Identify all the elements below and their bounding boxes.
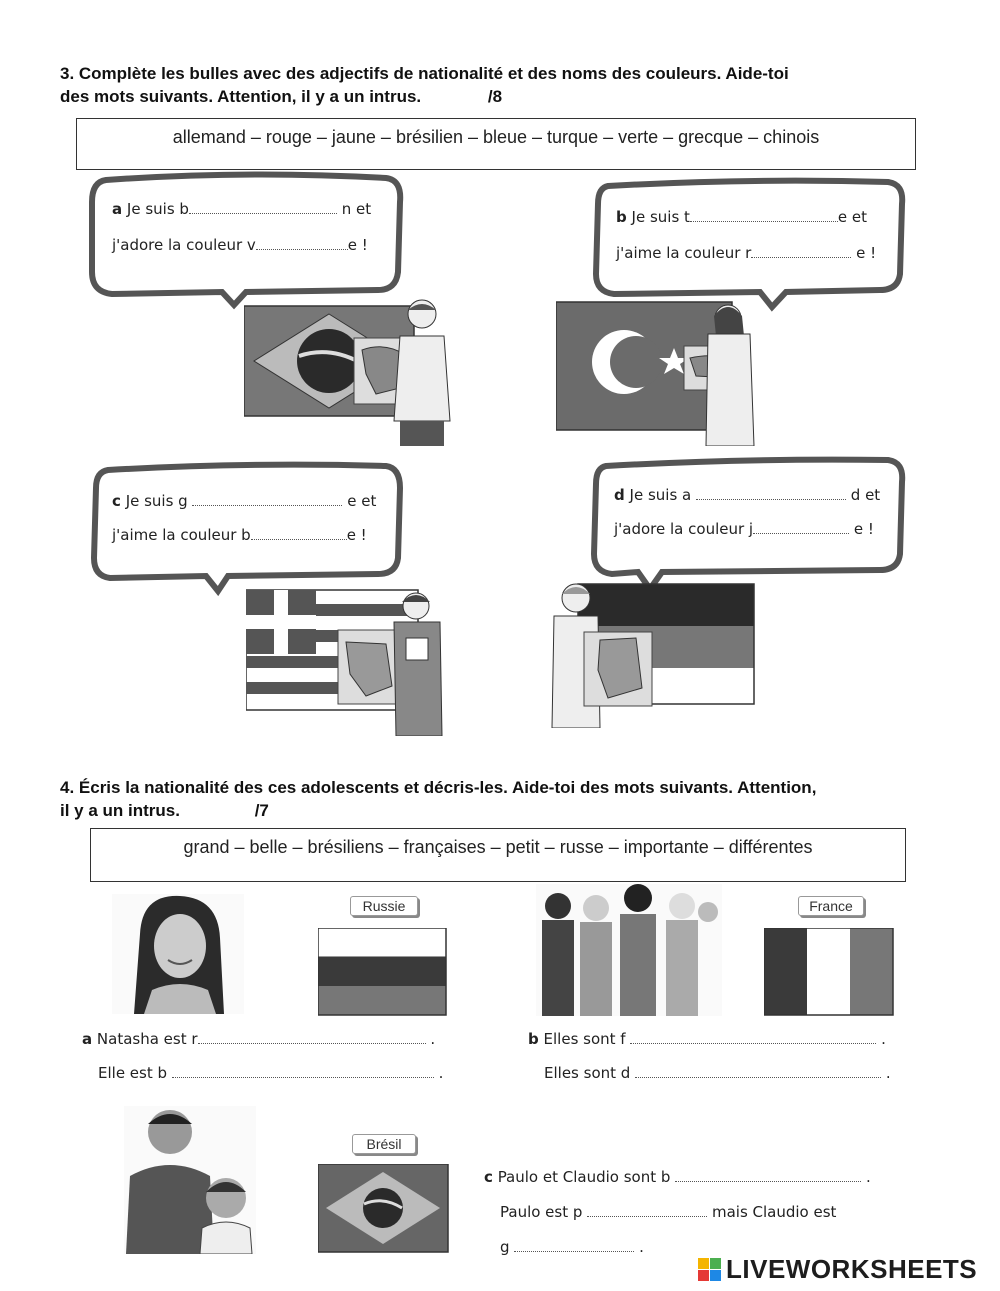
item-c-letter: c bbox=[484, 1168, 493, 1186]
bubble-a-line1 bbox=[112, 200, 371, 218]
item-a-dot1: . bbox=[430, 1030, 436, 1048]
bubble-d-line2 bbox=[614, 520, 874, 538]
item-c-line2b-text: mais Claudio est bbox=[711, 1203, 837, 1221]
natasha-portrait bbox=[112, 894, 244, 1014]
russia-flag bbox=[318, 928, 448, 1016]
bubble-b-blank2[interactable] bbox=[751, 246, 851, 258]
speech-bubble-c bbox=[88, 462, 406, 592]
bubble-c-blank2[interactable] bbox=[251, 528, 347, 540]
item-a-line1-text: Natasha est r bbox=[96, 1030, 198, 1048]
item-b-dot1: . bbox=[881, 1030, 886, 1048]
exercise-4-word-bank-text: grand – belle – brésiliens – françaises – petit – russe – importante – différentes bbox=[183, 837, 813, 857]
bubble-c-line1-end: e et bbox=[347, 492, 377, 510]
brazil-boys-portrait bbox=[124, 1106, 256, 1254]
item-c-line3 bbox=[500, 1238, 644, 1256]
france-flag-shape bbox=[764, 928, 894, 1016]
bubble-a-blank2[interactable] bbox=[256, 238, 348, 250]
bubble-c-line1-start: Je suis g bbox=[125, 492, 188, 510]
brazil-flag bbox=[318, 1164, 450, 1254]
exercise-3-word-bank-text: allemand – rouge – jaune – brésilien – bleue – turque – verte – grecque – chinois bbox=[172, 127, 820, 147]
bubble-b-line1-end: e et bbox=[837, 208, 868, 226]
bubble-b-line2 bbox=[616, 244, 876, 262]
item-c-line1-text: Paulo et Claudio sont b bbox=[497, 1168, 671, 1186]
photo-natasha bbox=[112, 894, 244, 1014]
bubble-d-line2-end: e ! bbox=[853, 520, 874, 538]
item-c-dot1: . bbox=[865, 1168, 871, 1186]
flag-label-france: France bbox=[798, 896, 864, 916]
bubble-c-line2-start: j'aime la couleur b bbox=[112, 526, 251, 544]
bubble-a-line1-start: Je suis b bbox=[126, 200, 189, 218]
liveworksheets-logo-graphic bbox=[698, 1258, 722, 1282]
photo-brazil-boys bbox=[124, 1106, 256, 1254]
liveworksheets-brand: LIVEWORKSHEETS bbox=[726, 1254, 978, 1284]
exercise-4-title bbox=[60, 776, 960, 822]
item-b-blank2[interactable] bbox=[635, 1066, 881, 1078]
flag-label-brazil: Brésil bbox=[352, 1134, 416, 1154]
exercise-4-title-line2 bbox=[60, 799, 960, 822]
bubble-d-blank2[interactable] bbox=[753, 522, 849, 534]
exercise-4-title-line1: 4. Écris la nationalité des ces adolescents et décris-les. Aide-toi des mots suivants. Attention, bbox=[60, 778, 817, 797]
item-c-blank1[interactable] bbox=[675, 1170, 861, 1182]
item-b-line2 bbox=[544, 1064, 891, 1082]
bubble-b-line1-start: Je suis t bbox=[631, 208, 690, 226]
greece-flag-illustration bbox=[246, 586, 446, 736]
item-c-dot3: . bbox=[639, 1238, 644, 1256]
exercise-3-title bbox=[60, 62, 960, 108]
exercise-4-word-bank bbox=[90, 828, 906, 882]
item-a-line2 bbox=[98, 1064, 443, 1082]
picture-germany-boy bbox=[548, 576, 760, 728]
brazil-flag-shape bbox=[318, 1164, 450, 1254]
speech-bubble-b bbox=[590, 176, 908, 308]
bubble-c-line2-end: e ! bbox=[346, 526, 367, 544]
picture-brazil-boy bbox=[244, 296, 458, 446]
bubble-b-line2-start: j'aime la couleur r bbox=[616, 244, 752, 262]
item-c-line3-text: g bbox=[500, 1238, 510, 1256]
exercise-4-score: /7 bbox=[254, 801, 269, 820]
bubble-d-letter: d bbox=[614, 486, 625, 504]
exercise-4-title-line2-text: il y a un intrus. bbox=[60, 801, 180, 820]
picture-greece-boy bbox=[246, 586, 446, 736]
flag-label-russia: Russie bbox=[350, 896, 418, 916]
bubble-a-line1-end: n et bbox=[341, 200, 372, 218]
item-b-dot2: . bbox=[885, 1064, 891, 1082]
bubble-a-letter: a bbox=[112, 200, 123, 218]
item-c-blank2[interactable] bbox=[587, 1205, 707, 1217]
liveworksheets-logo-icon bbox=[698, 1258, 722, 1282]
bubble-d-line1-end: d et bbox=[850, 486, 881, 504]
item-b-line2-text: Elles sont d bbox=[544, 1064, 631, 1082]
exercise-3-title-line1: 3. Complète les bulles avec des adjectifs de nationalité et des noms des couleurs. Aide-toi bbox=[60, 64, 789, 83]
bubble-a-line2-end: e ! bbox=[347, 236, 368, 254]
bubble-d-line2-start: j'adore la couleur j bbox=[614, 520, 754, 538]
bubble-a-blank1[interactable] bbox=[189, 202, 337, 214]
bubble-b-line2-end: e ! bbox=[856, 244, 877, 262]
bubble-d-blank1[interactable] bbox=[696, 488, 846, 500]
item-b-letter: b bbox=[528, 1030, 539, 1048]
item-b-line1-text: Elles sont f bbox=[543, 1030, 626, 1048]
bubble-c-letter: c bbox=[112, 492, 121, 510]
item-b-blank1[interactable] bbox=[630, 1032, 876, 1044]
speech-bubble-a bbox=[86, 172, 406, 306]
item-a-blank2[interactable] bbox=[172, 1066, 434, 1078]
item-b-line1 bbox=[528, 1030, 886, 1048]
bubble-b-line1 bbox=[616, 208, 867, 226]
item-c-line2 bbox=[500, 1203, 836, 1221]
exercise-3-title-line2-text: des mots suivants. Attention, il y a un intrus. bbox=[60, 87, 422, 106]
speech-bubble-b-shape bbox=[590, 176, 908, 308]
item-c-line2a-text: Paulo est p bbox=[500, 1203, 583, 1221]
photo-french-girls bbox=[536, 884, 722, 1016]
item-a-letter: a bbox=[82, 1030, 93, 1048]
item-c-line1 bbox=[484, 1168, 871, 1186]
bubble-d-line1-start: Je suis a bbox=[629, 486, 692, 504]
speech-bubble-d bbox=[588, 456, 908, 590]
bubble-a-line2 bbox=[112, 236, 368, 254]
exercise-3-score: /8 bbox=[487, 87, 503, 106]
bubble-c-blank1[interactable] bbox=[192, 494, 342, 506]
turkey-flag-illustration bbox=[556, 296, 756, 446]
bubble-b-letter: b bbox=[616, 208, 627, 226]
item-a-dot2: . bbox=[438, 1064, 444, 1082]
bubble-b-blank1[interactable] bbox=[690, 210, 838, 222]
bubble-c-line1 bbox=[112, 492, 376, 510]
russia-flag-shape bbox=[318, 928, 448, 1016]
item-a-line1 bbox=[82, 1030, 435, 1048]
item-c-blank3[interactable] bbox=[514, 1240, 634, 1252]
bubble-d-line1 bbox=[614, 486, 880, 504]
item-a-blank1[interactable] bbox=[198, 1032, 426, 1044]
french-girls-group bbox=[536, 884, 722, 1016]
germany-flag-illustration bbox=[548, 576, 760, 728]
bubble-c-line2 bbox=[112, 526, 367, 544]
exercise-3-title-line2 bbox=[60, 85, 960, 108]
exercise-3-word-bank bbox=[76, 118, 916, 170]
picture-turkey-girl bbox=[556, 296, 756, 446]
france-flag bbox=[764, 928, 894, 1016]
bubble-a-line2-start: j'adore la couleur v bbox=[112, 236, 256, 254]
item-a-line2-text: Elle est b bbox=[98, 1064, 168, 1082]
brazil-flag-illustration bbox=[244, 296, 458, 446]
